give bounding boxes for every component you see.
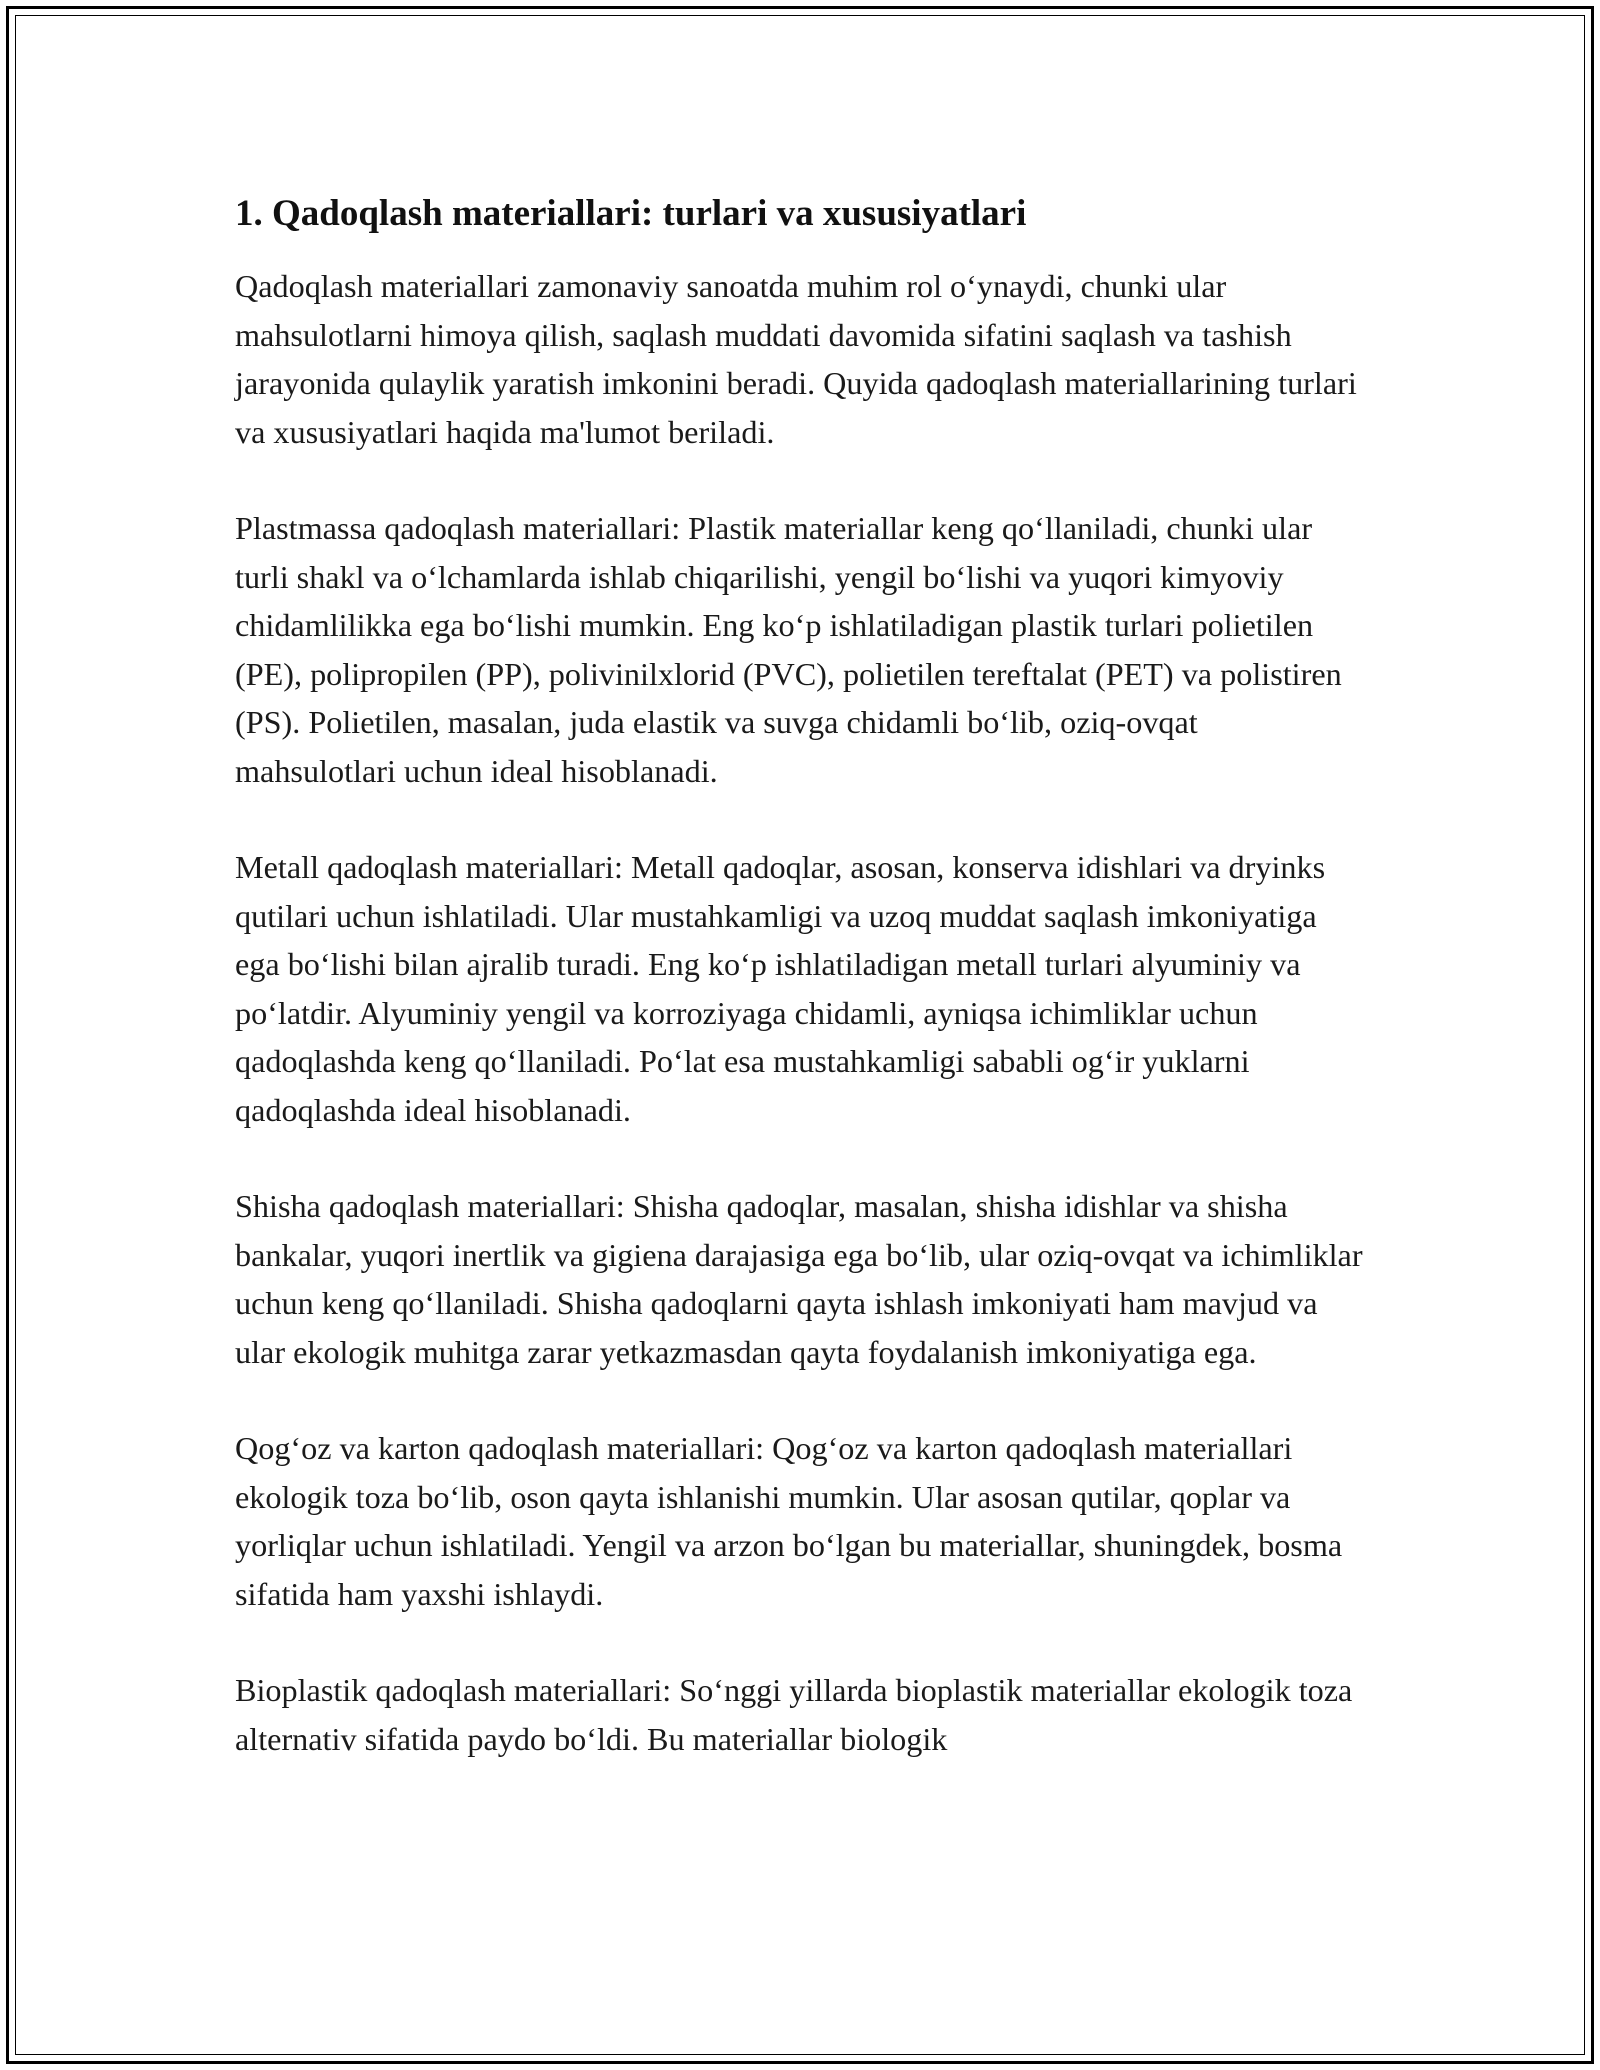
paragraph-intro: Qadoqlash materiallari zamonaviy sanoatda muhim rol o‘ynaydi, chunki ular mahsulotlarni himoya qilish, saqlash muddati davomida sifatini saqlash va tashish jarayonida qulaylik yaratish imkonini beradi. Quyida qadoqlash materiallarining turlari va xususiyatlari haqida ma'lumot beriladi. <box>235 268 1357 450</box>
document-body <box>235 188 1365 1811</box>
paragraph-bioplastic: Bioplastik qadoqlash materiallari: So‘nggi yillarda bioplastik materiallar ekologik toza alternativ sifatida paydo bo‘ldi. Bu materiallar biologik <box>235 1672 1353 1757</box>
paragraph-glass: Shisha qadoqlash materiallari: Shisha qadoqlar, masalan, shisha idishlar va shisha bankalar, yuqori inertlik va gigiena darajasiga ega bo‘lib, ular oziq-ovqat va ichimliklar uchun keng qo‘llaniladi. Shisha qadoqlarni qayta ishlash imkoniyati ham mavjud va ular ekologik muhitga zarar yetkazmasdan qayta foydalanish imkoniyatiga ega. <box>235 1188 1363 1370</box>
paragraph-plastic: Plastmassa qadoqlash materiallari: Plastik materiallar keng qo‘llaniladi, chunki ular turli shakl va o‘lchamlarda ishlab chiqarilishi, yengil bo‘lishi va yuqori kimyoviy chidamlilikka ega bo‘lishi mumkin. Eng ko‘p ishlatiladigan plastik turlari polietilen (PE), polipropilen (PP), polivinilxlorid (PVC), polietilen tereftalat (PET) va polistiren (PS). Polietilen, masalan, juda elastik va suvga chidamli bo‘lib, oziq-ovqat mahsulotlari uchun ideal hisoblanadi. <box>235 510 1342 789</box>
paragraph-paper: Qog‘oz va karton qadoqlash materiallari: Qog‘oz va karton qadoqlash materiallari ekologik toza bo‘lib, oson qayta ishlanishi mumkin. Ular asosan qutilar, qoplar va yorliqlar uchun ishlatiladi. Yengil va arzon bo‘lgan bu materiallar, shuningdek, bosma sifatida ham yaxshi ishlaydi. <box>235 1430 1343 1612</box>
paragraph-metal: Metall qadoqlash materiallari: Metall qadoqlar, asosan, konserva idishlari va dryinks qutilari uchun ishlatiladi. Ular mustahkamligi va uzoq muddat saqlash imkoniyatiga ega bo‘lishi bilan ajralib turadi. Eng ko‘p ishlatiladigan metall turlari alyuminiy va po‘latdir. Alyuminiy yengil va korroziyaga chidamli, ayniqsa ichimliklar uchun qadoqlashda keng qo‘llaniladi. Po‘lat esa mustahkamligi sababli og‘ir yuklarni qadoqlashda ideal hisoblanadi. <box>235 849 1326 1128</box>
section-heading: 1. Qadoqlash materiallari: turlari va xususiyatlari <box>235 193 1027 234</box>
